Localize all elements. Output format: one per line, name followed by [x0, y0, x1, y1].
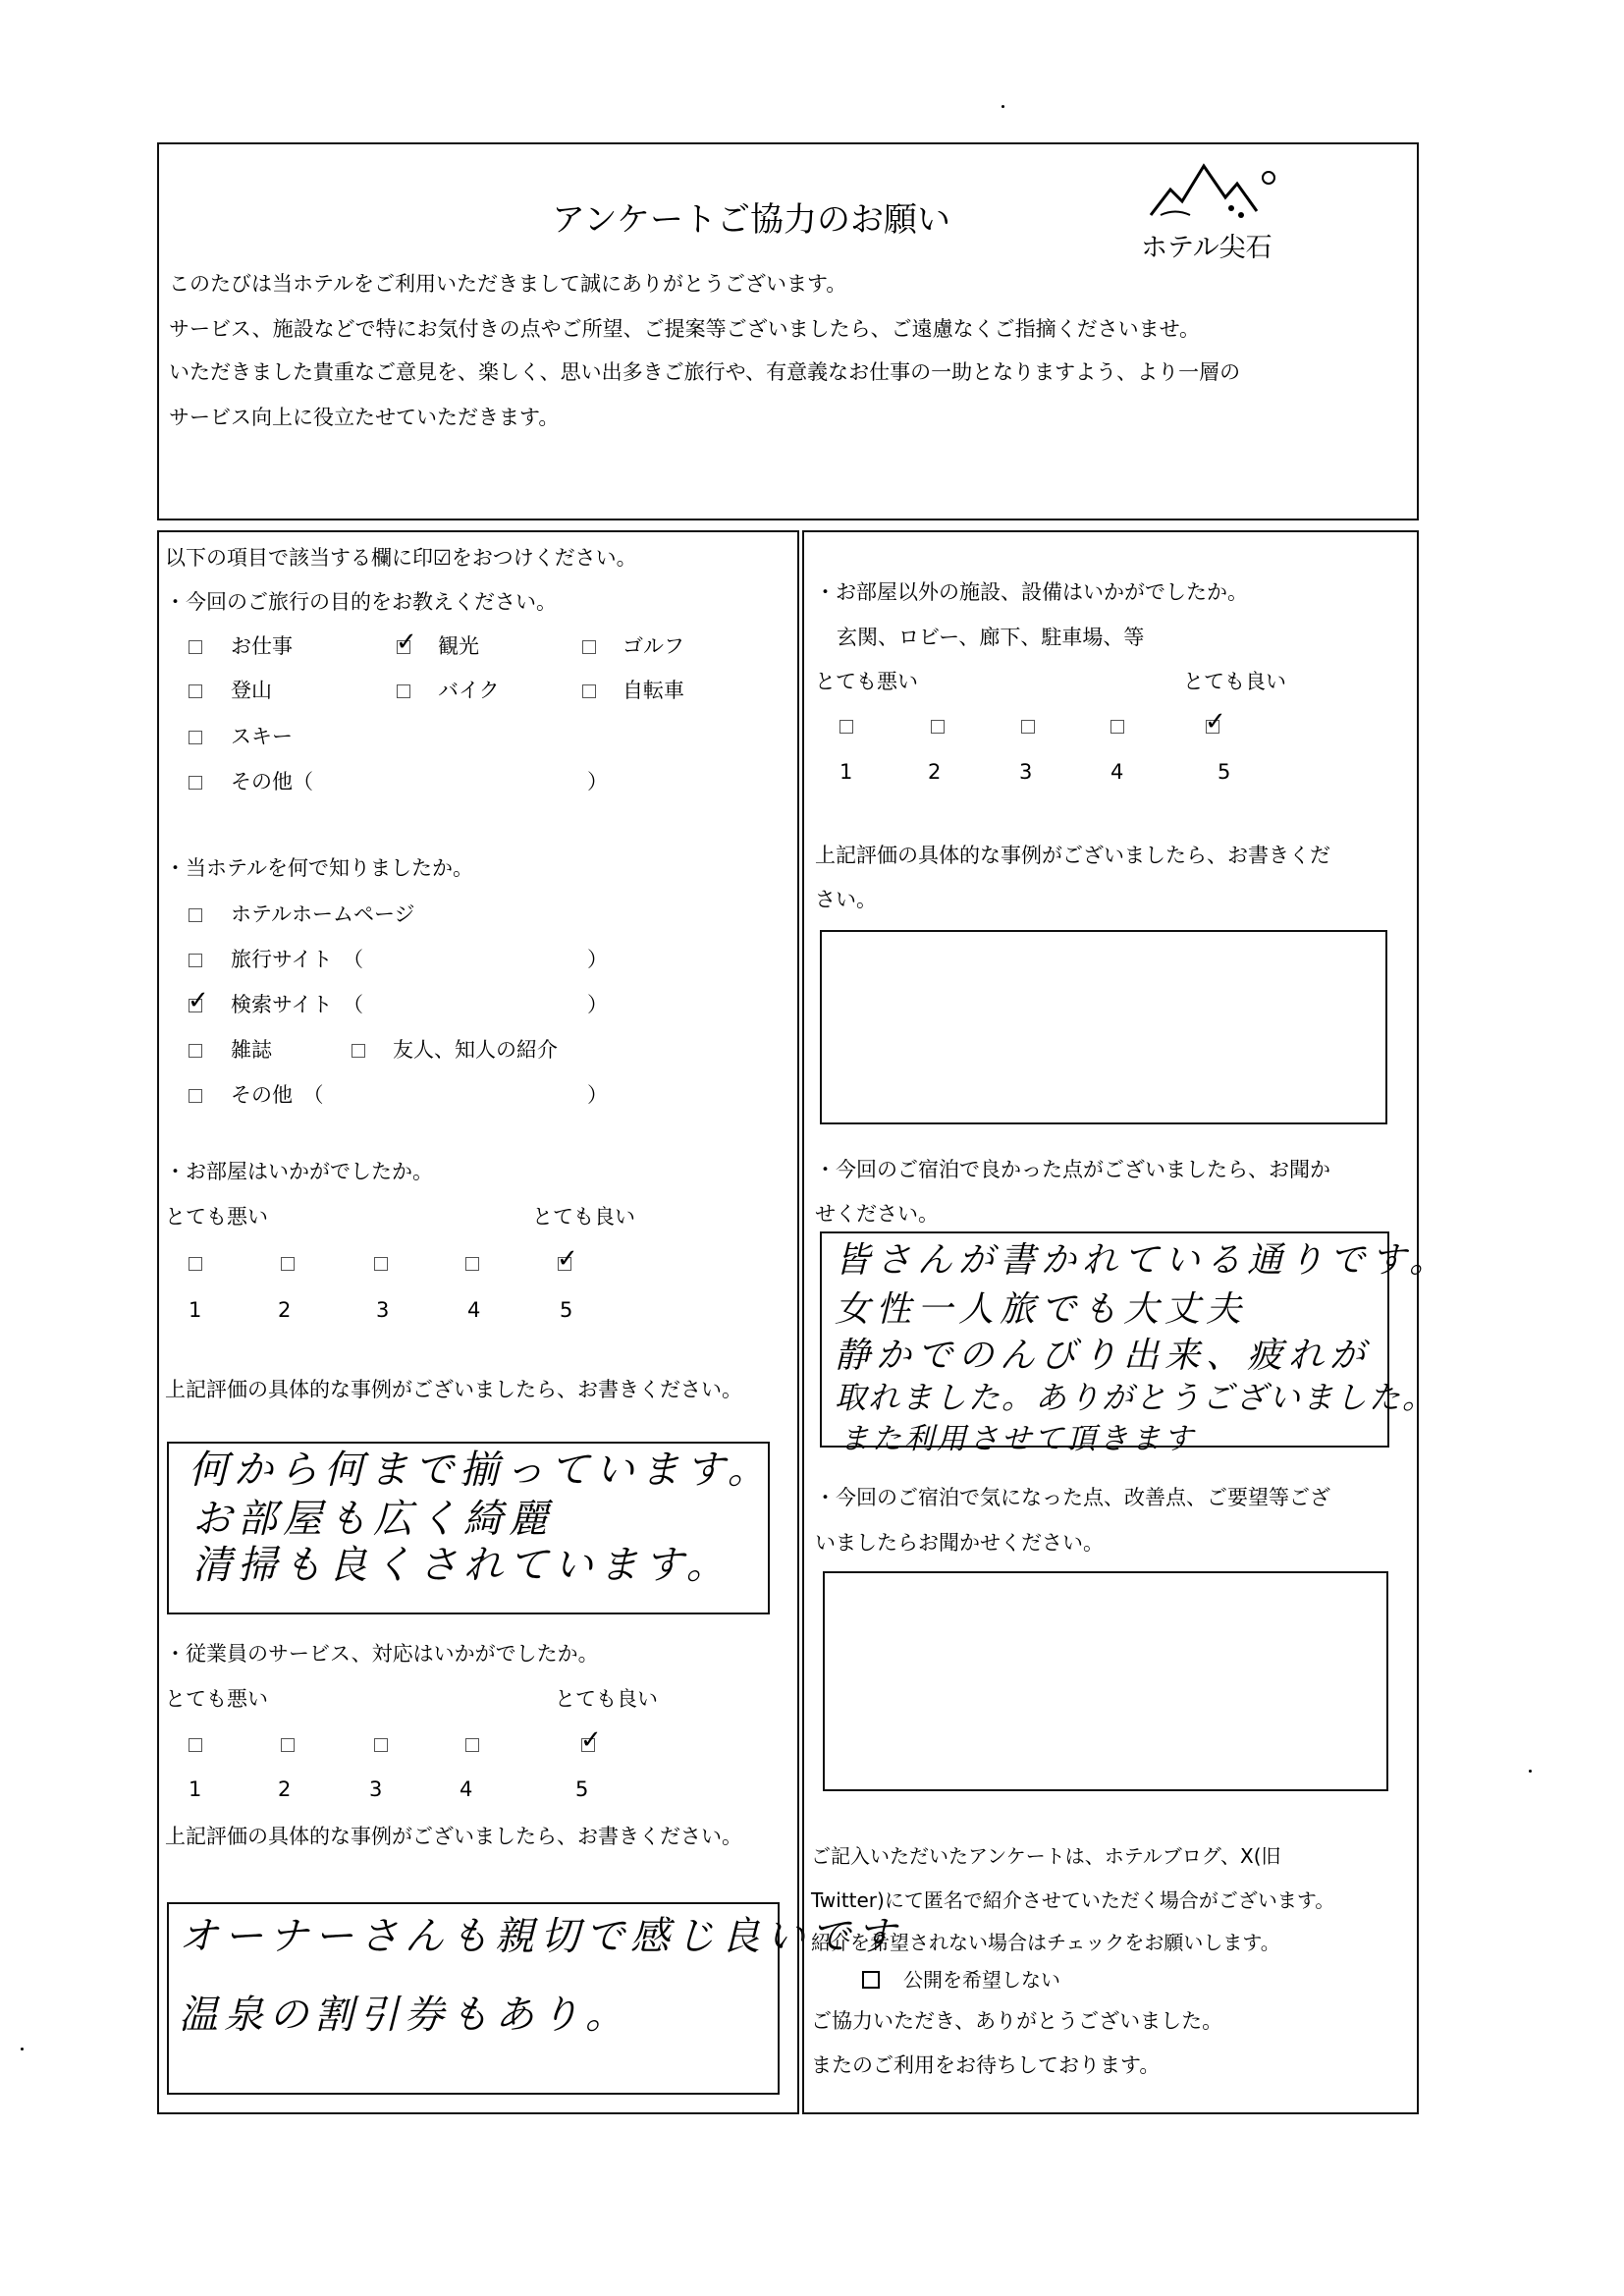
rating-checkbox-3[interactable]	[374, 1257, 388, 1271]
q4-label: ・従業員のサービス、対応はいかがでしたか。	[165, 1642, 599, 1666]
comment-prompt: 上記評価の具体的な事例がございましたら、お書きください。	[165, 1378, 742, 1401]
rating-number: 1	[839, 760, 853, 784]
q6-label-cont: せください。	[815, 1202, 939, 1226]
q1-label: ・今回のご旅行の目的をお教えください。	[165, 590, 557, 614]
rating-number: 5	[1218, 760, 1231, 784]
optout-label: 公開を希望しない	[903, 1968, 1060, 1992]
handwritten-comment: また利用させて頂きます	[839, 1422, 1196, 1456]
rating-checkbox-2[interactable]	[931, 720, 945, 734]
close-paren: ）	[587, 1083, 608, 1107]
intro-line-1: このたびは当ホテルをご利用いただきまして誠にありがとうございます。	[169, 272, 847, 296]
handwritten-comment: 静かでのんびり出来、疲れが	[835, 1336, 1372, 1376]
rating-number: 3	[369, 1777, 383, 1801]
q1-option-checkbox[interactable]	[189, 684, 202, 698]
q3-label: ・お部屋はいかがでしたか。	[165, 1160, 433, 1183]
handwritten-comment: 清掃も良くされています。	[192, 1543, 731, 1588]
scan-speck	[1529, 1770, 1532, 1773]
rating-checkbox-5[interactable]	[1206, 720, 1219, 734]
rating-checkbox-4[interactable]	[1110, 720, 1124, 734]
comment-prompt-cont: さい。	[815, 888, 877, 911]
q5-examples: 玄関、ロビー、廊下、駐車場、等	[837, 626, 1145, 649]
rating-number: 1	[189, 1298, 202, 1322]
close-paren: ）	[587, 993, 608, 1016]
comment-prompt: 上記評価の具体的な事例がございましたら、お書きください。	[165, 1825, 742, 1848]
handwritten-comment: 何から何まで揃っています。	[189, 1448, 773, 1493]
q1-option-checkbox[interactable]	[189, 731, 202, 744]
q2-option-label: 雑誌	[231, 1038, 272, 1062]
instruction: 以下の項目で該当する欄に印☑をおつけください。	[165, 546, 637, 570]
rating-high-label: とても良い	[1183, 670, 1286, 693]
scan-speck	[1001, 105, 1004, 108]
hotel-name: ホテル尖石	[1141, 233, 1272, 263]
mountain-logo-icon	[1141, 154, 1288, 233]
footer-line-3: 紹介を希望されない場合はチェックをお願いします。	[811, 1931, 1280, 1954]
rating-checkbox-3[interactable]	[374, 1738, 388, 1752]
header-box	[157, 142, 1419, 520]
rating-checkbox-5[interactable]	[581, 1738, 595, 1752]
handwritten-comment: オーナーさんも親切で感じ良いです	[179, 1914, 901, 1959]
rating-number: 5	[560, 1298, 573, 1322]
q2-option-checkbox[interactable]	[189, 999, 202, 1012]
rating-checkbox-1[interactable]	[839, 720, 853, 734]
footer-line-2: Twitter)にて匿名で紹介させていただく場合がございます。	[811, 1888, 1335, 1912]
q2-label: ・当ホテルを何で知りましたか。	[165, 856, 473, 880]
q1-option-label: お仕事	[231, 634, 293, 658]
intro-line-2: サービス、施設などで特にお気付きの点やご所望、ご提案等ございましたら、ご遠慮なくご指摘くださいませ。	[169, 317, 1200, 341]
q1-option-checkbox[interactable]	[189, 640, 202, 654]
q1-option-checkbox[interactable]	[189, 776, 202, 790]
q1-option-label: 自転車	[623, 679, 684, 702]
rating-checkbox-1[interactable]	[189, 1257, 202, 1271]
q2-option-label: 検索サイト （	[231, 993, 364, 1016]
handwritten-comment: 女性一人旅でも大丈夫	[835, 1289, 1248, 1330]
scan-speck	[21, 2048, 24, 2050]
rating-low-label: とても悪い	[815, 670, 918, 693]
rating-low-label: とても悪い	[165, 1687, 268, 1711]
q1-option-label: ゴルフ	[623, 634, 684, 658]
footer-line-4: ご協力いただき、ありがとうございました。	[811, 2009, 1223, 2033]
comment-prompt: 上記評価の具体的な事例がございましたら、お書きくだ	[815, 844, 1330, 867]
rating-number: 3	[376, 1298, 390, 1322]
rating-number: 2	[928, 760, 942, 784]
q1-option-checkbox[interactable]	[582, 684, 596, 698]
intro-line-3: いただきました貴重なご意見を、楽しく、思い出多きご旅行や、有意義なお仕事の一助となりますよう、より一層の	[169, 360, 1241, 384]
q2-option-checkbox[interactable]	[189, 954, 202, 967]
rating-number: 2	[278, 1777, 292, 1801]
footer-line-1: ご記入いただいたアンケートは、ホテルブログ、X(旧	[811, 1844, 1281, 1868]
q2-option-checkbox[interactable]	[352, 1044, 365, 1058]
q7-label: ・今回のご宿泊で気になった点、改善点、ご要望等ござ	[815, 1486, 1330, 1509]
rating-checkbox-4[interactable]	[465, 1257, 479, 1271]
handwritten-comment: 皆さんが書かれている通りです。	[835, 1240, 1451, 1281]
q2-option-label: 友人、知人の紹介	[393, 1038, 558, 1062]
rating-number: 2	[278, 1298, 292, 1322]
q2-option-checkbox[interactable]	[189, 1044, 202, 1058]
rating-number: 4	[460, 1777, 473, 1801]
q2-option-checkbox[interactable]	[189, 908, 202, 922]
rating-checkbox-1[interactable]	[189, 1738, 202, 1752]
facilities-comment-box[interactable]	[820, 930, 1387, 1124]
q1-option-label: バイク	[438, 679, 500, 702]
q1-option-label: その他（	[231, 770, 313, 793]
q2-option-label: 旅行サイト （	[231, 948, 364, 971]
handwritten-comment: お部屋も広く綺麗	[192, 1497, 554, 1542]
q1-option-checkbox[interactable]	[397, 640, 410, 654]
rating-number: 3	[1019, 760, 1033, 784]
q6-label: ・今回のご宿泊で良かった点がございましたら、お聞か	[815, 1158, 1330, 1181]
handwritten-comment: 取れました。ありがとうございました。	[835, 1379, 1436, 1416]
q1-option-checkbox[interactable]	[397, 684, 410, 698]
rating-high-label: とても良い	[555, 1687, 658, 1711]
rating-checkbox-4[interactable]	[465, 1738, 479, 1752]
rating-number: 4	[467, 1298, 481, 1322]
hotel-logo	[1141, 154, 1288, 272]
q7-label-cont: いましたらお聞かせください。	[815, 1531, 1104, 1555]
q2-option-label: ホテルホームページ	[231, 902, 415, 926]
footer-line-5: またのご利用をお待ちしております。	[811, 2053, 1161, 2077]
improvements-comment-box[interactable]	[823, 1571, 1388, 1791]
rating-checkbox-5[interactable]	[558, 1257, 571, 1271]
handwritten-comment: 温泉の割引券もあり。	[179, 1993, 630, 2038]
q2-option-checkbox[interactable]	[189, 1089, 202, 1103]
rating-checkbox-2[interactable]	[281, 1738, 295, 1752]
rating-high-label: とても良い	[532, 1205, 635, 1229]
intro-line-4: サービス向上に役立たせていただきます。	[169, 406, 560, 429]
q1-option-checkbox[interactable]	[582, 640, 596, 654]
close-paren: ）	[587, 948, 608, 971]
optout-checkbox[interactable]	[862, 1971, 880, 1989]
left-column	[157, 530, 799, 2114]
rating-checkbox-2[interactable]	[281, 1257, 295, 1271]
q1-option-label: 登山	[231, 679, 272, 702]
rating-checkbox-3[interactable]	[1021, 720, 1035, 734]
q1-option-label: スキー	[231, 725, 293, 748]
rating-number: 1	[189, 1777, 202, 1801]
rating-low-label: とても悪い	[165, 1205, 268, 1229]
close-paren: ）	[587, 770, 608, 793]
q2-option-label: その他 （	[231, 1083, 324, 1107]
q1-option-label: 観光	[438, 634, 479, 658]
rating-number: 5	[575, 1777, 589, 1801]
page-title: アンケートご協力のお願い	[552, 200, 950, 240]
rating-number: 4	[1110, 760, 1124, 784]
q5-label: ・お部屋以外の施設、設備はいかがでしたか。	[815, 580, 1248, 604]
